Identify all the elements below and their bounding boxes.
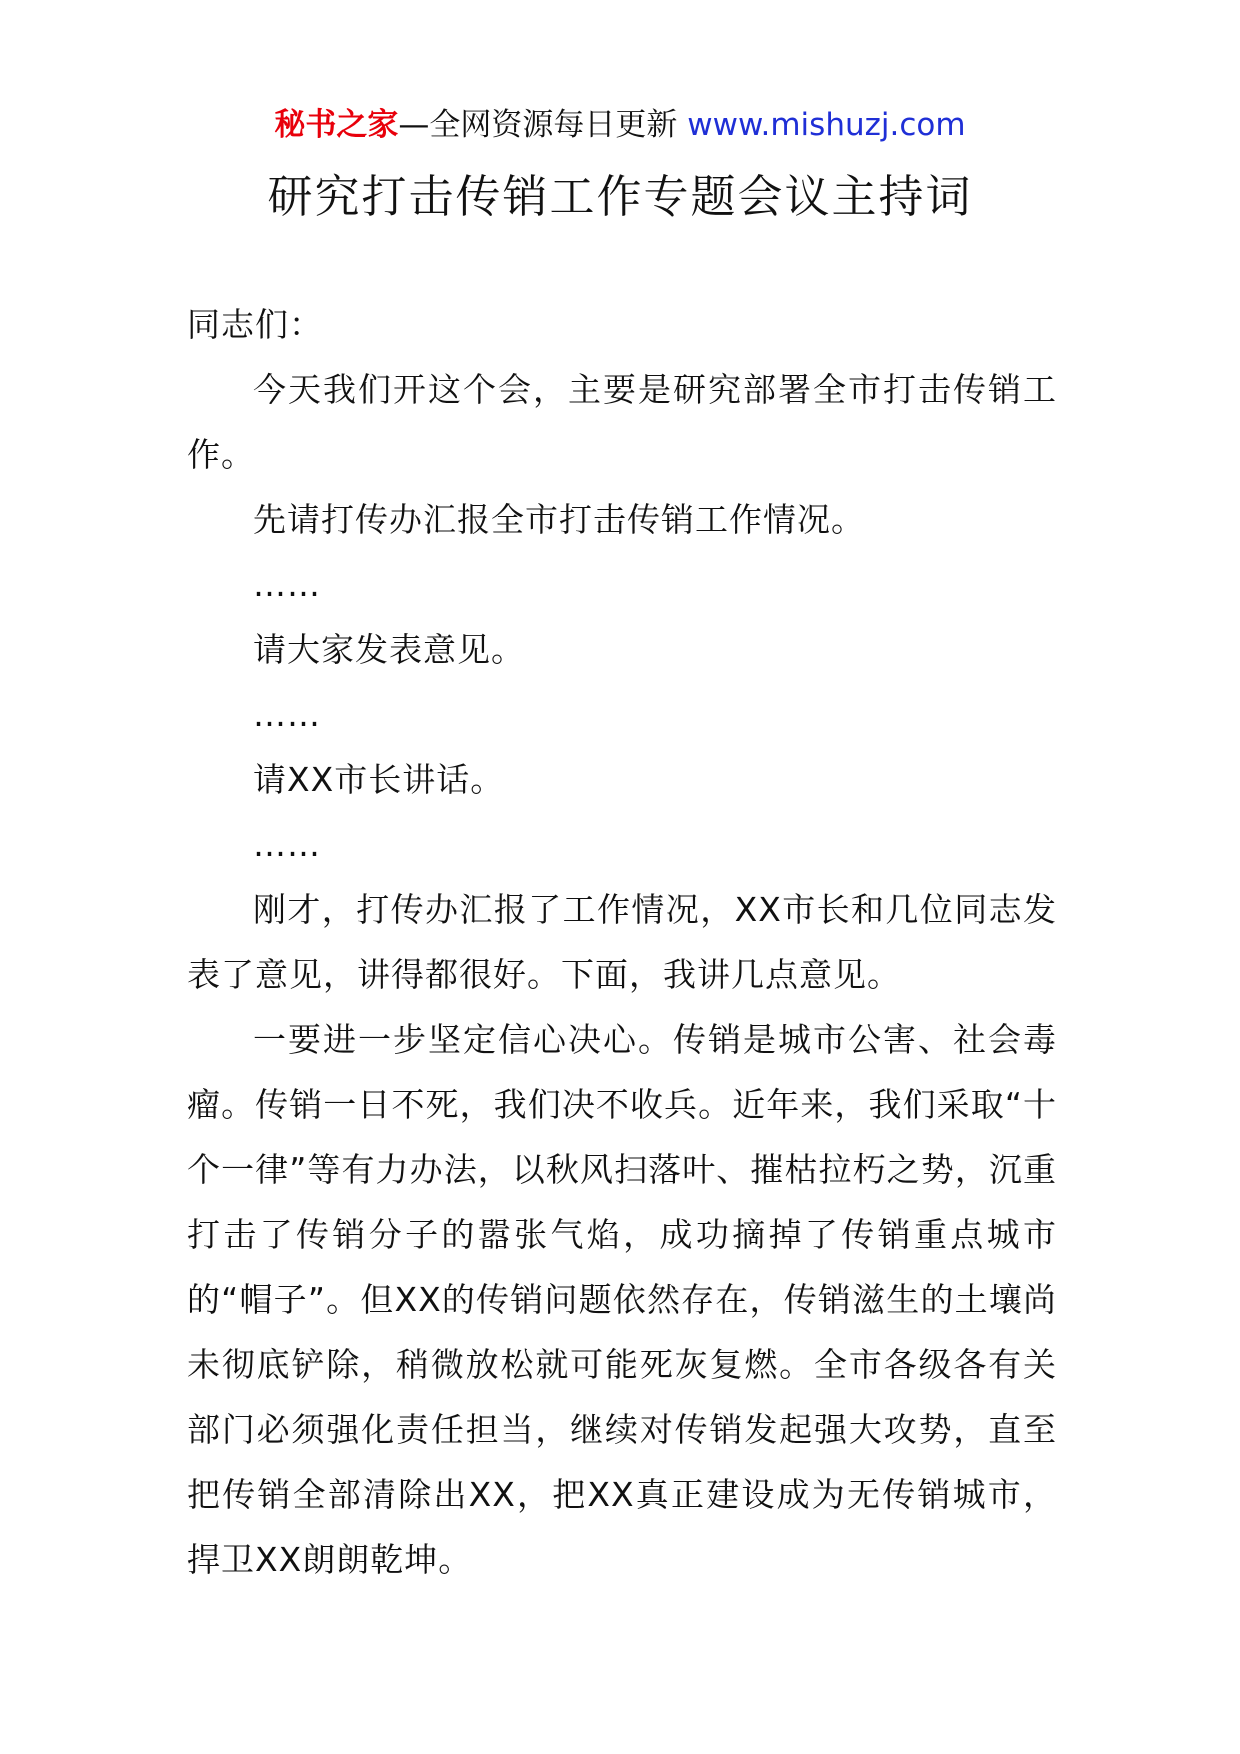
paragraph: 先请打传办汇报全市打击传销工作情况。 bbox=[253, 500, 865, 539]
paragraph: 今天我们开这个会，主要是研究部署全市打击传销工作。 bbox=[187, 370, 1057, 474]
paragraph: 请XX市长讲话。 bbox=[253, 760, 505, 799]
document-body bbox=[187, 292, 1057, 1592]
ellipsis: …… bbox=[253, 695, 321, 734]
ellipsis: …… bbox=[253, 825, 321, 864]
header-tagline: —全网资源每日更新 bbox=[398, 107, 688, 143]
paragraph: 刚才，打传办汇报了工作情况，XX市长和几位同志发表了意见，讲得都很好。下面，我讲几点意见。 bbox=[187, 890, 1057, 994]
site-url-link[interactable]: www.mishuzj.com bbox=[687, 107, 966, 143]
ellipsis: …… bbox=[253, 565, 321, 604]
salutation: 同志们： bbox=[187, 305, 323, 344]
document-title: 研究打击传销工作专题会议主持词 bbox=[267, 170, 973, 223]
paragraph: 一要进一步坚定信心决心。传销是城市公害、社会毒瘤。传销一日不死，我们决不收兵。近年来，我们采取“十个一律”等有力办法，以秋风扫落叶、摧枯拉朽之势，沉重打击了传销分子的嚣张气焰，成功摘掉了传销重点城市的“帽子”。但XX的传销问题依然存在，传销滋生的土壤尚未彻底铲除，稍微放松就可能死灰复燃。全市各级各有关部门必须强化责任担当，继续对传销发起强大攻势，直至把传销全部清除出XX，把XX真正建设成为无传销城市，捍卫XX朗朗乾坤。 bbox=[187, 1020, 1057, 1579]
brand-name: 秘书之家 bbox=[274, 107, 399, 143]
site-header bbox=[0, 100, 1240, 150]
paragraph: 请大家发表意见。 bbox=[253, 630, 525, 669]
